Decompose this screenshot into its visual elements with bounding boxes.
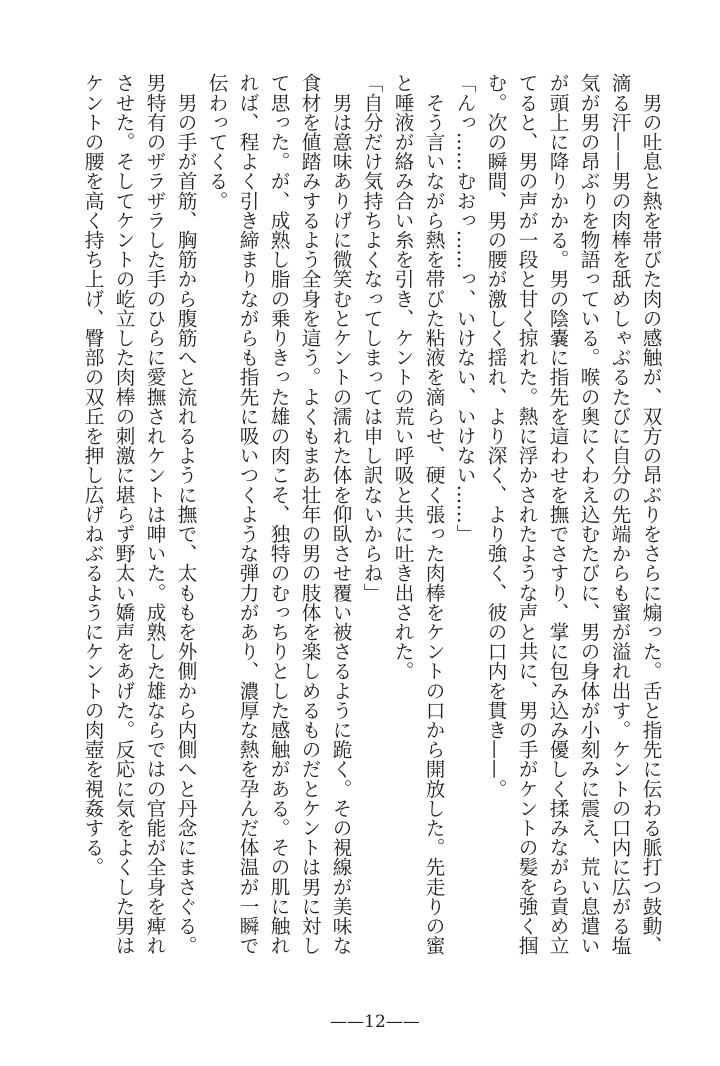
- text-line: 男の手が首筋、胸筋から腹筋へと流れるように撫で、太ももを外側から内側へと丹念にまさぐる。: [174, 73, 197, 955]
- dialogue-line: 「自分だけ気持ちよくなってしまっては申し訳ないからね」: [360, 73, 383, 603]
- text-line: 滴る汗——男の肉棒を舐めしゃぶるたびに自分の先端からも蜜が溢れ出す。ケントの口内に広がる塩: [608, 73, 631, 955]
- text-line: 男の吐息と熱を帯びた肉の感触が、双方の昂ぶりをさらに煽った。舌と指先に伝わる脈打つ鼓動、: [639, 73, 662, 955]
- text-line: が頭上に降りかかる。男の陰嚢に指先を這わせを撫でさすり、掌に包み込み優しく揉みながら責め立: [546, 73, 569, 955]
- text-line: 男特有のザラザラした手のひらに愛撫されケントは呻いた。成熟した雄ならではの官能が全身を痺れ: [143, 73, 166, 955]
- text-line: そう言いながら熱を帯びた粘液を滴らせ、硬く張った肉棒をケントの口から開放した。先走りの蜜: [422, 73, 445, 955]
- text-line: む。次の瞬間、男の腰が激しく揺れ、より深く、より強く、彼の口内を貫き——。: [484, 73, 507, 799]
- text-line: てると、男の声が一段と甘く掠れた。熱に浮かされたような声と共に、男の手がケントの髪を強く掴: [515, 73, 538, 955]
- text-line: ケントの腰を高く持ち上げ、臀部の双丘を押し広げねぶるようにケントの肉壺を視姦する。: [81, 73, 104, 877]
- text-line: と唾液が絡み合い糸を引き、ケントの荒い呼吸と共に吐き出された。: [391, 73, 414, 681]
- dialogue-line: 「んっ……むおっ……っ、いけない、いけない……」: [453, 73, 476, 544]
- page-number: ——12——: [330, 1012, 420, 1032]
- text-line: 伝わってくる。: [205, 73, 228, 211]
- vertical-text-body: [76, 73, 666, 959]
- text-line: 気が男の昂ぶりを物語っている。喉の奥にくわえ込むたびに、男の身体が小刻みに震え、荒い息遣い: [577, 73, 600, 955]
- text-line: 男は意味ありげに微笑むとケントの濡れた体を仰臥させ覆い被さるように跪く。その視線が美味な: [329, 73, 352, 955]
- text-line: て思った。が、成熟し脂の乗りきった雄の肉こそ、独特のむっちりとした感触がある。その肌に触れ: [267, 73, 290, 955]
- text-line: 食材を値踏みするよう全身を這う。よくもまあ壮年の男の肢体を楽しめるものだとケントは男に対し: [298, 73, 321, 955]
- text-line: れば、程よく引き締まりながらも指先に吸いつくような弾力があり、濃厚な熱を孕んだ体温が一瞬で: [236, 73, 259, 955]
- text-line: させた。そしてケントの屹立した肉棒の刺激に堪らず野太い嬌声をあげた。反応に気をよくした男は: [112, 73, 135, 955]
